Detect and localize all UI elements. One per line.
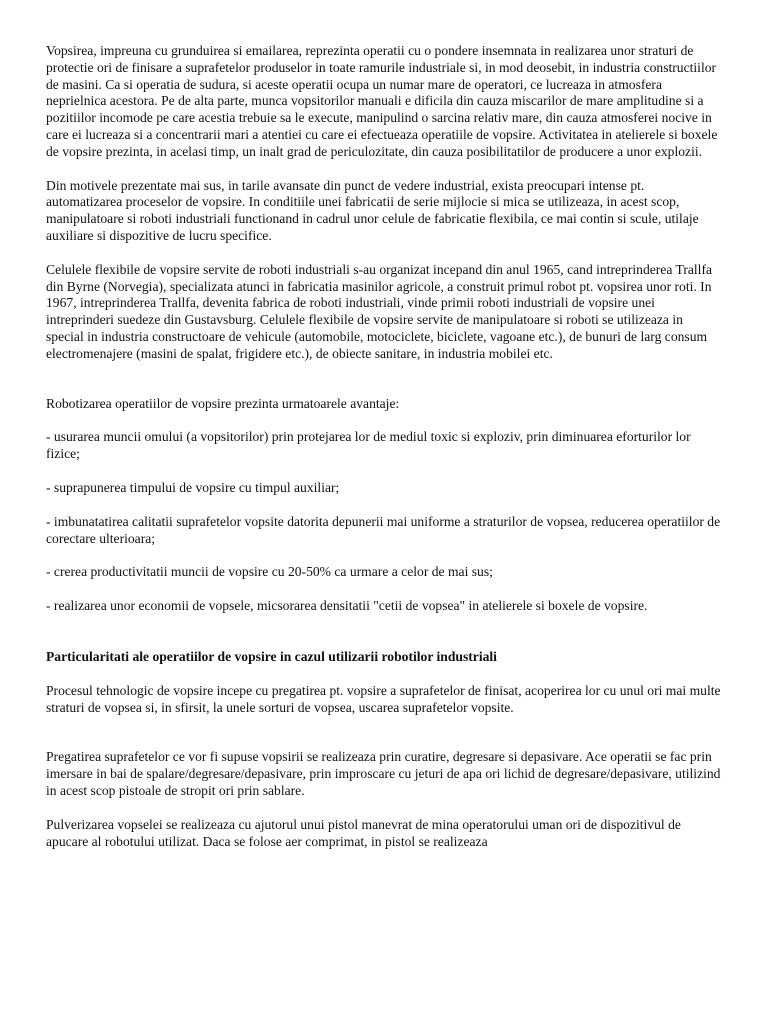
- advantage-item: - imbunatatirea calitatii suprafetelor vopsite datorita depunerii mai uniforme a straturilor de vopsea, reducerea operatiilor de corectare ulterioara;: [46, 513, 721, 546]
- paragraph-intro: Vopsirea, impreuna cu grunduirea si emailarea, reprezinta operatii cu o pondere insemnata in realizarea unor straturi de protectie ori de finisare a suprafetelor produselor in toate ramurile industriale si, in mod deosebit, in industria constructiilor de masini. Ca si operatia de sudura, si aceste operatii ocupa un numar mare de operatori, ce lucreaza in atmosfera neprielnica acestora. Pe de alta parte, munca vopsitorilor manuali e dificila din cauza miscarilor de mare amplitudine si a pozitiilor incomode pe care acestia trebuie sa le execute, manipulind o sarcina relativ mare, din cauza atmosferei nocive in care ei lucreaza si a concentrarii mari a atentiei cu care ei efectueaza operatiile de vopsire. Activitatea in atelierele si boxele de vopsire prezinta, in acelasi timp, un inalt grad de periculozitate, din cauza posibilitatilor de producere a unor explozii.: [46, 43, 718, 159]
- advantage-item: - usurarea muncii omului (a vopsitorilor) prin protejarea lor de mediul toxic si exploziv, prin diminuarea eforturilor lor fizice;: [46, 429, 691, 462]
- paragraph-automation: Din motivele prezentate mai sus, in tarile avansate din punct de vedere industrial, exista preocupari intense pt. automatizarea proceselor de vopsire. In conditiile unei fabricatii de serie mijlocie si mica se utilizeaza, in acest scop, manipulatoare si roboti industriali functionand in cadrul unor celule de fabricatie flexibila, ce mai contin si scule, utilaje auxiliare si dispozitive de lucru specifice.: [46, 177, 699, 243]
- paragraph-spraying: Pulverizarea vopselei se realizeaza cu ajutorul unui pistol manevrat de mina operatorului uman ori de dispozitivul de apucare al robotului utilizat. Daca se folose aer comprimat, in pistol se realizeaza: [46, 816, 681, 849]
- paragraph-preparation: Pregatirea suprafetelor ce vor fi supuse vopsirii se realizeaza prin curatire, degresare si depasivare. Ace operatii se fac prin imersare in bai de spalare/degresare/depasivare, prin improscare cu jeturi de apa ori lichid de degresare/depasivare, utilizind in acest scop pistoale de stropit ori prin sablare.: [46, 749, 721, 798]
- advantage-item: - suprapunerea timpului de vopsire cu timpul auxiliar;: [46, 479, 340, 495]
- paragraph-process: Procesul tehnologic de vopsire incepe cu pregatirea pt. vopsire a suprafetelor de finisat, acoperirea lor cu unul ori mai multe straturi de vopsea si, in sfirsit, la unele sorturi de vopsea, uscarea suprafetelor vopsite.: [46, 682, 721, 715]
- paragraph-history: Celulele flexibile de vopsire servite de roboti industriali s-au organizat incepand din anul 1965, cand intreprinderea Trallfa din Byrne (Norvegia), specializata atunci in fabricatia masinilor agricole, a construit primul robot pt. vopsirea unor roti. In 1967, intreprinderea Trallfa, devenita fabrica de roboti industriali, vinde primii roboti industriali de vopsire unei intreprinderi suedeze din Gustavsburg. Celulele flexibile de vopsire servite de manipulatoare si roboti se utilizeaza in special in industria constructoare de vehicule (automobile, motociclete, biciclete, vagoane etc.), de bunuri de larg consum electromenajere (masini de spalat, frigidere etc.), de obiecte sanitare, in industria mobilei etc.: [46, 261, 713, 361]
- advantages-intro: Robotizarea operatiilor de vopsire prezinta urmatoarele avantaje:: [46, 395, 400, 411]
- advantage-item: - realizarea unor economii de vopsele, micsorarea densitatii "cetii de vopsea" in atelierele si boxele de vopsire.: [46, 598, 648, 614]
- advantage-item: - crerea productivitatii muncii de vopsire cu 20-50% ca urmare a celor de mai sus;: [46, 564, 493, 580]
- document-page: [46, 43, 722, 867]
- section-heading: Particularitati ale operatiilor de vopsire in cazul utilizarii robotilor industriali: [46, 648, 497, 664]
